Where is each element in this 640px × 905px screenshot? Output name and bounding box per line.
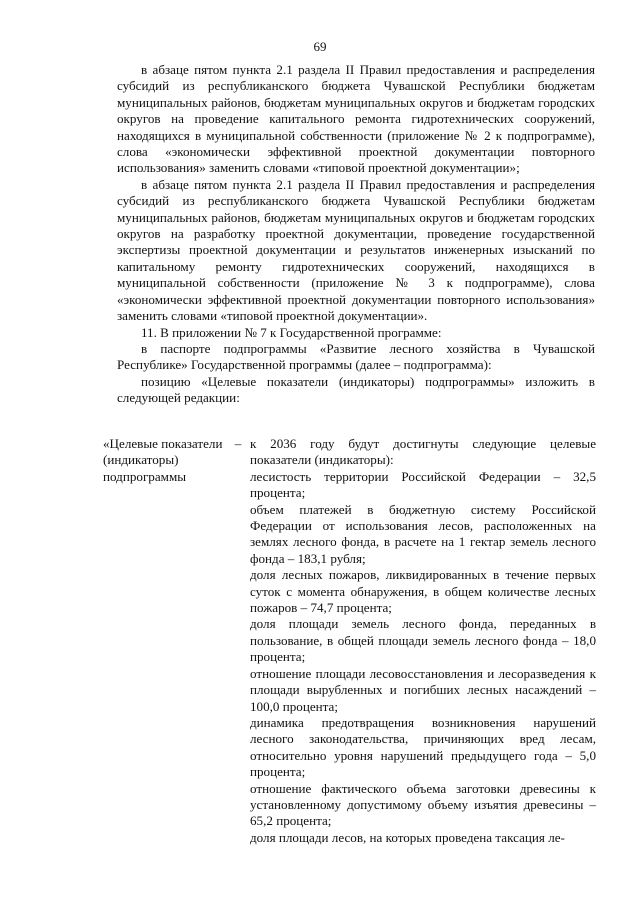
indicator-item: доля площади земель лесного фонда, переданных в пользование, в общей площади земель лесного фонда – 18,0 процента; xyxy=(250,616,596,665)
passport-label: «Целевые показатели (индикаторы) подпрограммы xyxy=(103,436,223,484)
paragraph: 11. В приложении № 7 к Государственной программе: xyxy=(141,324,442,340)
paragraph: в абзаце пятом пункта 2.1 раздела II Правил предоставления и распределения субсидий из республиканского бюджета Чувашской Республики бюджетам муниципальных районов, бюджетам муниципальных округов и бюджетам городских округов на проведение капитального ремонта гидротехнических сооружений, находящихся в муниципальной собственности (приложение № 2 к подпрограмме), слова «экономически эффективной проектной документации повторного использования» заменить словами «типовой проектной документации»; xyxy=(117,62,595,176)
paragraph: позицию «Целевые показатели (индикаторы) подпрограммы» изложить в следующей редакции: xyxy=(117,373,595,406)
paragraph: в паспорте подпрограммы «Развитие лесного хозяйства в Чувашской Республике» Государственной программы (далее – подпрограмма): xyxy=(117,340,595,373)
indicator-item: отношение фактического объема заготовки древесины к установленному допустимому объему изъятия древесины – 65,2 процента; xyxy=(250,780,596,829)
indicator-item: объем платежей в бюджетную систему Российской Федерации от использования лесов, расположенных на землях лесного фонда, в расчете на 1 гектар земель лесного фонда – 183,1 рубля; xyxy=(250,501,596,566)
page-number: 69 xyxy=(313,39,327,54)
indicator-item: доля площади лесов, на которых проведена таксация ле- xyxy=(250,829,565,845)
passport-intro: к 2036 году будут достигнуты следующие целевые показатели (индикаторы): xyxy=(250,436,596,468)
passport-dash: – xyxy=(234,436,242,451)
indicator-item: динамика предотвращения возникновения нарушений лесного законодательства, причиняющих вред лесам, относительно уровня нарушений предыдущего года – 5,0 процента; xyxy=(250,714,596,780)
indicator-item: доля лесных пожаров, ликвидированных в течение первых суток с момента обнаружения, в общем количестве лесных пожаров – 74,7 процента; xyxy=(250,567,596,616)
paragraph: в абзаце пятом пункта 2.1 раздела II Правил предоставления и распределения субсидий из республиканского бюджета Чувашской Республики бюджетам муниципальных районов, бюджетам муниципальных округов и бюджетам городских округов на разработку проектной документации, проведение государственной экспертизы проектной документации и результатов инженерных изысканий по капитальному ремонту гидротехнических сооружений, находящихся в муниципальной собственности (приложение № 3 к подпрограмме), слова «экономически эффективной проектной документации повторного использования» заменить словами «типовой проектной документации». xyxy=(117,176,595,324)
passport-content xyxy=(250,436,596,846)
document-body xyxy=(117,62,595,407)
indicator-item: лесистость территории Российской Федерации – 32,5 процента; xyxy=(250,468,596,501)
indicator-item: отношение площади лесовосстановления и лесоразведения к площади вырубленных и погибших лесных насаждений – 100,0 процента; xyxy=(250,665,596,714)
